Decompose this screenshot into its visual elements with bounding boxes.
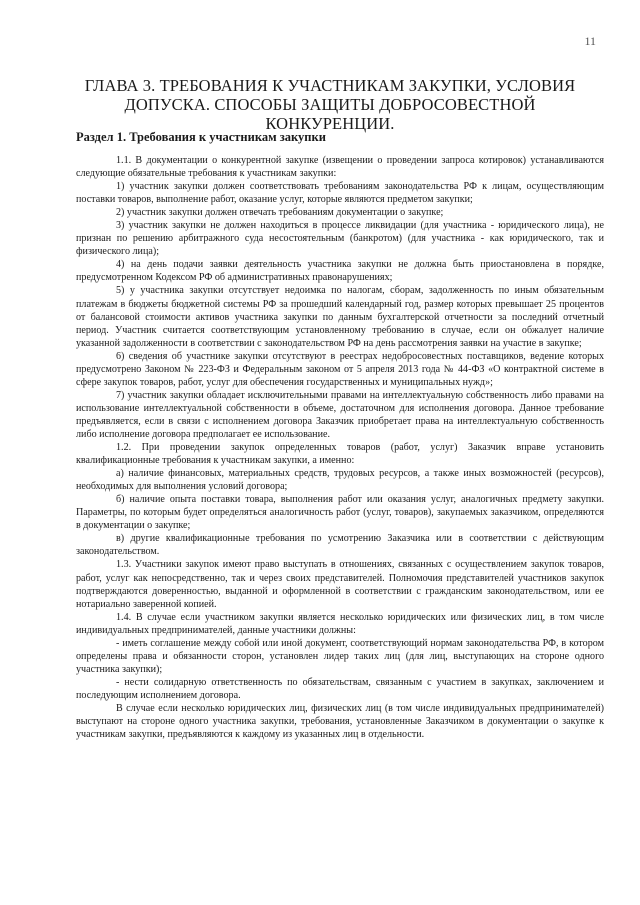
chapter-title-line-2: ДОПУСКА. СПОСОБЫ ЗАЩИТЫ ДОБРОСОВЕСТНОЙ КОНКУРЕНЦИИ.: [124, 95, 536, 133]
page-number: 11: [584, 34, 596, 48]
paragraph-1-2: 1.2. При проведении закупок определенных товаров (работ, услуг) Заказчик вправе установить квалификационные требования к участникам закупки, а именно:: [76, 442, 604, 467]
requirement-2: 2) участник закупки должен отвечать требованиям документации о закупке;: [116, 207, 444, 219]
requirement-7: 7) участник закупки обладает исключительными правами на интеллектуальную собственность либо правами на использование интеллектуальной собственности в объеме, достаточном для исполнения договора. Данное требование предъявляется, если в связи с исполнением договора Заказчик приобретает права на интеллектуальную собственность либо исполнение договора предполагает ее использование.: [76, 389, 604, 440]
qualification-c: в) другие квалификационные требования по усмотрению Заказчика или в соответствии с действующим законодательством.: [76, 533, 604, 558]
paragraph-1-4: 1.4. В случае если участником закупки является несколько юридических или физических лиц, в том числе индивидуальных предпринимателей, данные участники должны:: [76, 611, 604, 636]
obligation-agreement: - иметь соглашение между собой или иной документ, соответствующий нормам законодательства РФ, в котором определены права и обязанности сторон, установлен лидер таких лиц (для лиц, выступающих на стороне одного участника закупки);: [76, 637, 604, 675]
qualification-b: б) наличие опыта поставки товара, выполнения работ или оказания услуг, аналогичных предмету закупки. Параметры, по которым будет определяться аналогичность работ (услуг, товаров), закупаемых заказчиком, определяются в документации о закупке;: [76, 494, 604, 532]
paragraph-1-1: 1.1. В документации о конкурентной закупке (извещении о проведении запроса котировок) устанавливаются следующие обязательные требования к участникам закупки:: [76, 155, 604, 180]
chapter-title-line-1: ГЛАВА 3. ТРЕБОВАНИЯ К УЧАСТНИКАМ ЗАКУПКИ, УСЛОВИЯ: [84, 76, 576, 95]
paragraph-joint-participants: В случае если несколько юридических лиц, физических лиц (в том числе индивидуальных предпринимателей) выступают на стороне одного участника закупки, требования, установленные Заказчиком в документации о закупке к участникам закупки, предъявляются к каждому из указанных лиц в отдельности.: [76, 702, 604, 741]
chapter-title: [60, 76, 600, 133]
requirement-5: 5) у участника закупки отсутствует недоимка по налогам, сборам, задолженность по иным обязательным платежам в бюджеты бюджетной системы РФ за прошедший календарный год, размер которых превышает 25 процентов от балансовой стоимости активов участника закупки по данным бухгалтерской отчетности за последний отчетный период. Участник считается соответствующим установленному требованию в случае, если он обжалует наличие указанной задолженности в соответствии с законодательством РФ на день рассмотрения заявки на участие в закупке;: [76, 285, 604, 349]
qualification-a: а) наличие финансовых, материальных средств, трудовых ресурсов, а также иных возможностей (ресурсов), необходимых для выполнения условий договора;: [76, 468, 604, 493]
requirement-3: 3) участник закупки не должен находиться в процессе ликвидации (для участника - юридического лица), не признан по решению арбитражного суда несостоятельным (банкротом) (для участника - как юридического, так и физического лица);: [76, 220, 604, 258]
requirement-1: 1) участник закупки должен соответствовать требованиям законодательства РФ к лицам, осуществляющим поставки товаров, выполнение работ, оказание услуг, которые являются предметом закупки;: [76, 181, 604, 206]
section-title: Раздел 1. Требования к участникам закупки: [76, 130, 326, 144]
paragraph-1-3: 1.3. Участники закупок имеют право выступать в отношениях, связанных с осуществлением закупок товаров, работ, услуг как непосредственно, так и через своих представителей. Полномочия представителей участников закупок подтверждаются доверенностью, выданной и оформленной в соответствии с гражданским законодательством, или ее нотариально заверенной копией.: [76, 559, 604, 610]
requirement-6: 6) сведения об участнике закупки отсутствуют в реестрах недобросовестных поставщиков, ведение которых предусмотрено Законом № 223-ФЗ и Федеральным законом от 5 апреля 2013 года № 44-ФЗ «О контрактной системе в сфере закупок товаров, работ, услуг для обеспечения государственных и муниципальных нужд»;: [76, 350, 604, 388]
document-body: [76, 154, 604, 741]
requirement-4: 4) на день подачи заявки деятельность участника закупки не должна быть приостановлена в порядке, предусмотренном Кодексом РФ об административных правонарушениях;: [76, 259, 604, 284]
obligation-liability: - нести солидарную ответственность по обязательствам, связанным с участием в закупках, заключением и последующим исполнением договора.: [76, 676, 604, 701]
